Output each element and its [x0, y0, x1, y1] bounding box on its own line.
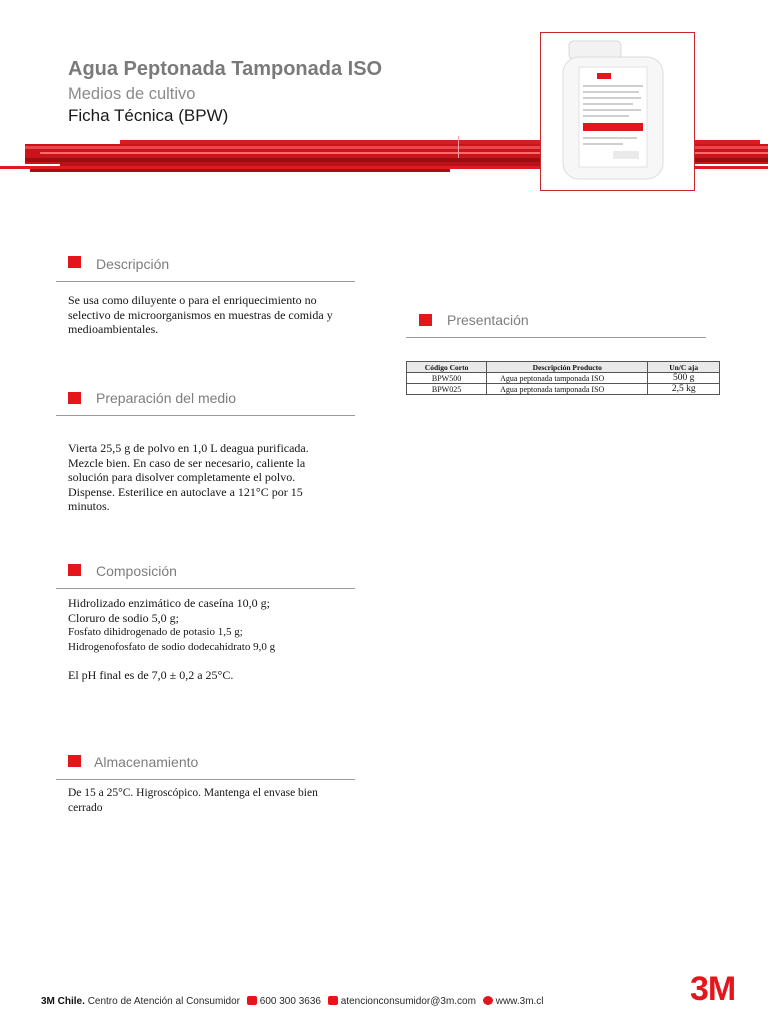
- divider: [56, 779, 355, 780]
- section-marker-icon: [68, 755, 81, 767]
- footer-email[interactable]: atencionconsumidor@3m.com: [340, 996, 476, 1007]
- footer-company: 3M Chile.: [41, 996, 85, 1007]
- 3m-logo: 3M: [690, 970, 736, 1008]
- product-image: [540, 32, 695, 191]
- divider: [56, 281, 355, 282]
- text-line: Fosfato dihidrogenado de potasio 1,5 g;: [68, 626, 243, 639]
- table-cell: BPW500: [407, 373, 487, 384]
- text-line: solución para disolver completamente el polvo.: [68, 470, 296, 485]
- document-subtitle: Medios de cultivo: [68, 85, 196, 103]
- footer-web[interactable]: www.3m.cl: [495, 996, 544, 1007]
- text-descripcion: [68, 293, 358, 337]
- section-marker-icon: [68, 392, 81, 404]
- presentation-table: [406, 361, 720, 395]
- text-line: Hidrogenofosfato de sodio dodecahidrato 9,0 g: [68, 640, 276, 653]
- email-icon: [328, 996, 338, 1005]
- document-type: Ficha Técnica (BPW): [68, 106, 229, 125]
- table-cell: Agua peptonada tamponada ISO: [487, 384, 648, 395]
- text-preparacion: [68, 441, 358, 514]
- footer-center: Centro de Atención al Consumidor: [87, 996, 240, 1007]
- text-line: cerrado: [68, 801, 103, 814]
- heading-descripcion: Descripción: [96, 256, 170, 272]
- heading-composicion: Composición: [96, 563, 177, 579]
- table-cell: 500 g: [648, 373, 720, 384]
- column-header: Descripción Producto: [487, 362, 648, 373]
- text-line: De 15 a 25°C. Higroscópico. Mantenga el envase bien: [68, 787, 318, 799]
- divider: [56, 415, 355, 416]
- footer: [41, 996, 544, 1007]
- table-row: [407, 373, 720, 384]
- text-composicion: [68, 596, 363, 683]
- text-line: minutos.: [68, 499, 110, 514]
- document-title: Agua Peptonada Tamponada ISO: [68, 58, 383, 80]
- text-line: Dispense. Esterilice en autoclave a 121°C por 15: [68, 484, 303, 499]
- text-line: Hidrolizado enzimático de caseína 10,0 g;: [68, 596, 270, 610]
- column-header: Un/C aja: [648, 362, 720, 373]
- table-cell: BPW025: [407, 384, 487, 395]
- table-cell: Agua peptonada tamponada ISO: [487, 373, 648, 384]
- heading-presentacion: Presentación: [447, 312, 529, 328]
- text-line: Cloruro de sodio 5,0 g;: [68, 610, 179, 625]
- product-jar-icon: [541, 33, 694, 190]
- table-header-row: [407, 362, 720, 373]
- text-line: Mezcle bien. En caso de ser necesario, caliente la: [68, 455, 306, 470]
- heading-almacenamiento: Almacenamiento: [94, 754, 199, 770]
- text-line: medioambientales.: [68, 322, 159, 337]
- section-marker-icon: [68, 564, 81, 576]
- text-line: selectivo de microorganismos en muestras de comida y: [68, 307, 333, 322]
- table-cell: 2,5 kg: [648, 384, 720, 395]
- column-header: Código Corto: [407, 362, 487, 373]
- text-line: Se usa como diluyente o para el enriquecimiento no: [68, 293, 317, 307]
- text-almacenamiento: [68, 786, 358, 815]
- section-marker-icon: [68, 256, 81, 268]
- table-row: [407, 384, 720, 395]
- ph-value: El pH final es de 7,0 ± 0,2 a 25°C.: [68, 668, 234, 683]
- divider: [406, 337, 706, 338]
- globe-icon: [483, 996, 493, 1005]
- section-marker-icon: [419, 314, 432, 326]
- footer-phone[interactable]: 600 300 3636: [259, 996, 321, 1007]
- divider: [56, 588, 355, 589]
- phone-icon: [247, 996, 257, 1005]
- heading-preparacion: Preparación del medio: [96, 390, 237, 406]
- text-line: Vierta 25,5 g de polvo en 1,0 L deagua purificada.: [68, 441, 309, 455]
